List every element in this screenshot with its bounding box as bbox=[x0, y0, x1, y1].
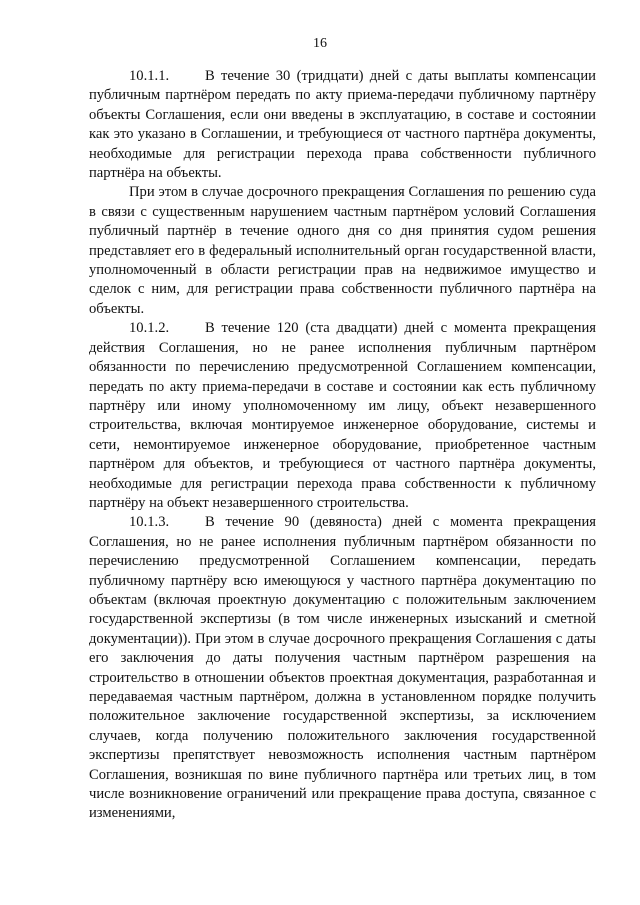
paragraph-10-1-1 bbox=[89, 67, 596, 183]
paragraph-text: В течение 30 (тридцати) дней с даты выплаты компенсации публичным партнёром передать по акту приема-передачи публичному партнёру объекты Соглашения, если они введены в эксплуатацию, в составе и состоянии как это указано в Соглашении, и требующиеся от частного партнёра документы, необходимые для регистрации перехода права собственности публичного партнёра на объекты. bbox=[89, 68, 596, 182]
clause-number: 10.1.3. bbox=[129, 514, 170, 531]
paragraph-early-termination bbox=[89, 183, 596, 319]
page-number: 16 bbox=[313, 36, 327, 51]
clause-number: 10.1.1. bbox=[129, 68, 170, 84]
paragraph-text: При этом в случае досрочного прекращения Соглашения по решению суда в связи с существенным нарушением частным партнёром условий Соглашения публичный партнёр в течение одного дня со дня принятия судом решения представляет его в федеральный исполнительный орган государственной власти, уполномоченный в области регистрации прав на недвижимое имущество и сделок с ним, для регистрации права собственности публичного партнёра на объекты. bbox=[89, 184, 596, 317]
paragraph-text: В течение 120 (ста двадцати) дней с момента прекращения действия Соглашения, но не ранее исполнения публичным партнёром обязанности по перечислению предусмотренной Соглашением компенсации, передать по акту приема-передачи в составе и состоянии как есть публичному партнёру или иному уполномоченному им лицу, объект незавершенного строительства, включая монтируемое инженерное оборудование, системы и сети, немонтируемое инженерное оборудование, приобретенное частным партнёром для объектов, и требующиеся от частного партнёра документы, необходимые для регистрации перехода права собственности к публичному партнёру на объект незавершенного строительства. bbox=[89, 320, 596, 511]
paragraph-10-1-2 bbox=[89, 319, 596, 513]
paragraph-text: В течение 90 (девяноста) дней с момента прекращения Соглашения, но не ранее исполнения публичным партнёром обязанности по перечислению предусмотренной Соглашением компенсации, передать публичному партнёру всю имеющуюся у частного партнёра документацию по объектам (включая проектную документацию с положительным заключением государственной экспертизы (в том числе инженерных изысканий и сметной документации)). При этом в случае досрочного прекращения Соглашения с даты его заключения до даты получения частным партнёром разрешения на строительство в отношении объектов проектная документация, разработанная и передаваемая частным партнёром, должна в установленном порядке получить положительное заключение государственной экспертизы, за исключением случаев, когда получению положительного заключения государственной экспертизы препятствует невозможность исполнения частным партнёром Соглашения, возникшая по вине публичного партнёра или третьих лиц, в том числе возникновение ограничений или прекращение права доступа, связанное с изменениями, bbox=[89, 514, 596, 822]
paragraph-10-1-3 bbox=[89, 513, 596, 824]
document-body bbox=[89, 67, 596, 824]
clause-number: 10.1.2. bbox=[129, 320, 170, 337]
